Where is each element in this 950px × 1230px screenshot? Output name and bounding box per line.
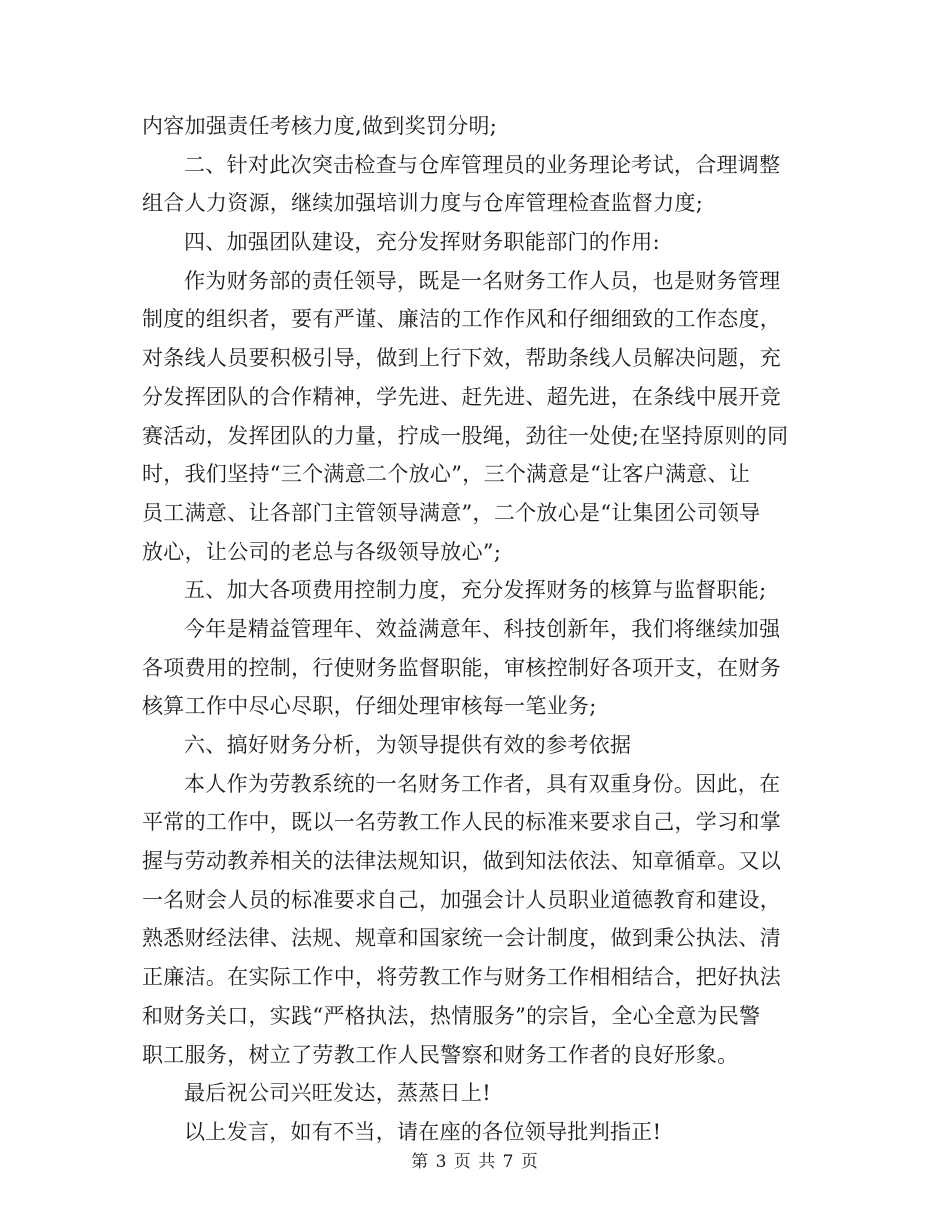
text-line: 分发挥团队的合作精神，学先进、赶先进、超先进，在条线中展开竞	[142, 384, 781, 409]
text-line: 各项费用的控制，行使财务监督职能，审核控制好各项开支，在财务	[142, 655, 781, 680]
text-line: 熟悉财经法律、法规、规章和国家统一会计制度，做到秉公执法、清	[142, 926, 781, 951]
document-body	[142, 107, 810, 1152]
text-line: 四、加强团队建设，充分发挥财务职能部门的作用:	[184, 230, 660, 255]
text-line: 组合人力资源，继续加强培训力度与仓库管理检查监督力度;	[142, 191, 704, 216]
text-line: 和财务关口，实践“严格执法，热情服务”的宗旨，全心全意为民警	[142, 1003, 761, 1028]
page-number-footer: 第 3 页 共 7 页	[411, 1152, 539, 1172]
text-line: 五、加大各项费用控制力度，充分发挥财务的核算与监督职能;	[184, 578, 767, 603]
text-line: 内容加强责任考核力度,做到奖罚分明;	[142, 114, 498, 138]
text-line: 核算工作中尽心尽职，仔细处理审核每一笔业务;	[142, 694, 597, 719]
text-line: 员工满意、让各部门主管领导满意”，二个放心是“让集团公司领导	[142, 500, 761, 525]
text-line: 放心，让公司的老总与各级领导放心”;	[142, 539, 502, 564]
text-line: 时，我们坚持“三个满意二个放心”，三个满意是“让客户满意、让	[142, 462, 751, 487]
text-line: 今年是精益管理年、效益满意年、科技创新年，我们将继续加强	[184, 616, 781, 641]
text-line: 制度的组织者，要有严谨、廉洁的工作作风和仔细细致的工作态度，	[142, 307, 781, 332]
text-line: 赛活动，发挥团队的力量，拧成一股绳，劲往一处使;在坚持原则的同	[142, 423, 789, 448]
text-line: 最后祝公司兴旺发达，蒸蒸日上!	[184, 1081, 491, 1106]
text-line: 作为财务部的责任领导，既是一名财务工作人员，也是财务管理	[184, 268, 781, 293]
text-line: 六、搞好财务分析，为领导提供有效的参考依据	[184, 733, 632, 757]
text-line: 二、针对此次突击检查与仓库管理员的业务理论考试，合理调整	[184, 152, 781, 177]
text-line: 平常的工作中，既以一名劳教工作人民的标准来要求自己，学习和掌	[142, 810, 781, 835]
text-line: 以上发言，如有不当，请在座的各位领导批判指正!	[184, 1119, 662, 1144]
text-line: 本人作为劳教系统的一名财务工作者，具有双重身份。因此，在	[184, 771, 781, 796]
text-line: 正廉洁。在实际工作中，将劳教工作与财务工作相相结合，把好执法	[142, 965, 781, 990]
text-line: 对条线人员要积极引导，做到上行下效，帮助条线人员解决问题，充	[142, 346, 781, 371]
text-line: 握与劳动教养相关的法律法规知识，做到知法依法、知章循章。又以	[142, 849, 781, 874]
text-line: 职工服务，树立了劳教工作人民警察和财务工作者的良好形象。	[142, 1042, 739, 1067]
text-line: 一名财会人员的标准要求自己，加强会计人员职业道德教育和建设，	[142, 887, 781, 912]
